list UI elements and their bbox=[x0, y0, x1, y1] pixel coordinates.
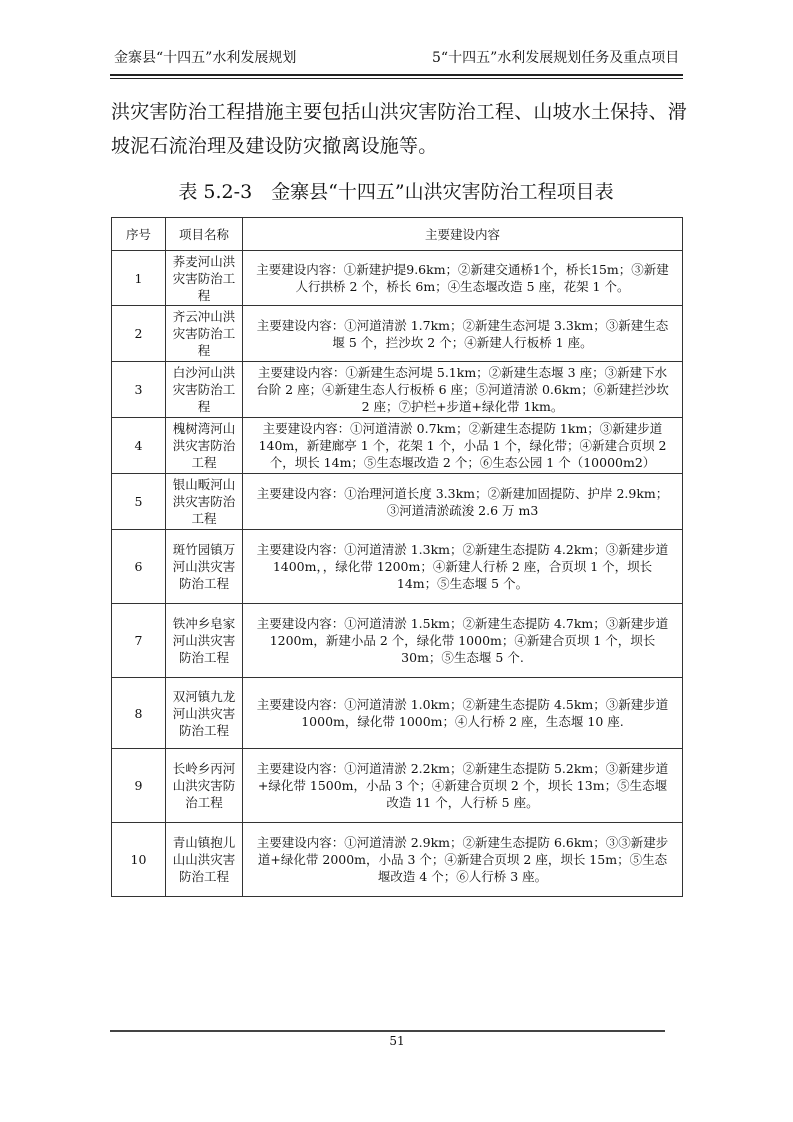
row-project-name: 齐云冲山洪灾害防治工程 bbox=[166, 306, 243, 362]
row-content: 主要建设内容：①河道清淤 1.5km；②新建生态提防 4.7km；③新建步道 1200m，新建小品 2 个，绿化带 1000m；④新建合页坝 1 个，坝长 30m；⑤生态堰 5 个. bbox=[243, 604, 683, 678]
header-divider bbox=[110, 74, 683, 76]
row-number: 1 bbox=[112, 251, 166, 306]
row-number: 7 bbox=[112, 604, 166, 678]
row-content: 主要建设内容：①新建生态河堤 5.1km；②新建生态堰 3 座；③新建下水台阶 2 座；④新建生态人行板桥 6 座；⑤河道清淤 0.6km；⑥新建拦沙坎 2 座；⑦护栏+步道+绿化带 1km。 bbox=[243, 362, 683, 418]
header-divider-thin bbox=[110, 78, 683, 79]
table-row bbox=[112, 823, 683, 897]
row-number: 3 bbox=[112, 362, 166, 418]
page-number: 51 bbox=[389, 1034, 405, 1048]
header-cell-number: 序号 bbox=[112, 218, 166, 251]
header-chapter-title: 5“十四五”水利发展规划任务及重点项目 bbox=[432, 50, 680, 66]
row-project-name: 青山镇抱儿山山洪灾害防治工程 bbox=[166, 823, 243, 897]
header-cell-name: 项目名称 bbox=[166, 218, 243, 251]
row-content: 主要建设内容：①河道清淤 2.9km；②新建生态提防 6.6km；③③新建步道+绿化带 2000m，小品 3 个；④新建合页坝 2 座，坝长 15m；⑤生态堰改造 4 个；⑥人行桥 3 座。 bbox=[243, 823, 683, 897]
body-paragraph: 洪灾害防治工程措施主要包括山洪灾害防治工程、山坡水土保持、滑坡泥石流治理及建设防灾撤离设施等。 bbox=[111, 101, 688, 157]
header-cell-content: 主要建设内容 bbox=[243, 218, 683, 251]
row-content: 主要建设内容：①治理河道长度 3.3km；②新建加固提防、护岸 2.9km；③河道清淤疏浚 2.6 万 m3 bbox=[243, 474, 683, 530]
row-content: 主要建设内容：①新建护提9.6km；②新建交通桥1个，桥长15m；③新建人行拱桥 2 个，桥长 6m；④生态堰改造 5 座，花架 1 个。 bbox=[243, 251, 683, 306]
row-number: 2 bbox=[112, 306, 166, 362]
table-row bbox=[112, 530, 683, 604]
table-row bbox=[112, 474, 683, 530]
table-row bbox=[112, 418, 683, 474]
table-row bbox=[112, 306, 683, 362]
footer-divider bbox=[110, 1030, 665, 1032]
row-content: 主要建设内容：①河道清淤 1.3km；②新建生态提防 4.2km；③新建步道 1400m，，绿化带 1200m；④新建人行桥 2 座，合页坝 1 个，坝长 14m；⑤生态堰 5 个。 bbox=[243, 530, 683, 604]
row-number: 10 bbox=[112, 823, 166, 897]
table-row bbox=[112, 749, 683, 823]
row-project-name: 槐树湾河山洪灾害防治工程 bbox=[166, 418, 243, 474]
table-row bbox=[112, 604, 683, 678]
row-content: 主要建设内容：①河道清淤 1.0km；②新建生态提防 4.5km；③新建步道 1000m，绿化带 1000m；④人行桥 2 座，生态堰 10 座. bbox=[243, 678, 683, 749]
project-table bbox=[111, 217, 683, 897]
row-content: 主要建设内容：①河道清淤 0.7km；②新建生态提防 1km；③新建步道 140m，新建廊亭 1 个，花架 1 个，小品 1 个，绿化带；④新建合页坝 2 个，坝长 14m；⑤生态堰改造 2 个；⑥生态公园 1 个（10000m2） bbox=[243, 418, 683, 474]
table-row bbox=[112, 678, 683, 749]
row-number: 9 bbox=[112, 749, 166, 823]
header-document-title: 金寨县“十四五”水利发展规划 bbox=[114, 50, 297, 66]
table-row bbox=[112, 362, 683, 418]
row-project-name: 铁冲乡皂家河山洪灾害防治工程 bbox=[166, 604, 243, 678]
row-project-name: 荞麦河山洪灾害防治工程 bbox=[166, 251, 243, 306]
row-project-name: 长岭乡丙河山洪灾害防治工程 bbox=[166, 749, 243, 823]
row-content: 主要建设内容：①河道清淤 1.7km；②新建生态河堤 3.3km；③新建生态堰 5 个，拦沙坎 2 个；④新建人行板桥 1 座。 bbox=[243, 306, 683, 362]
row-number: 5 bbox=[112, 474, 166, 530]
row-project-name: 双河镇九龙河山洪灾害防治工程 bbox=[166, 678, 243, 749]
table-row bbox=[112, 251, 683, 306]
row-number: 4 bbox=[112, 418, 166, 474]
row-project-name: 银山畈河山洪灾害防治工程 bbox=[166, 474, 243, 530]
row-number: 8 bbox=[112, 678, 166, 749]
row-number: 6 bbox=[112, 530, 166, 604]
table-header-row bbox=[112, 218, 683, 251]
row-content: 主要建设内容：①河道清淤 2.2km；②新建生态提防 5.2km；③新建步道+绿化带 1500m，小品 3 个；④新建合页坝 2 个，坝长 13m；⑤生态堰改造 11 个，人行桥 5 座。 bbox=[243, 749, 683, 823]
table-caption: 表 5.2-3 金寨县“十四五”山洪灾害防治工程项目表 bbox=[178, 181, 614, 203]
row-project-name: 白沙河山洪灾害防治工程 bbox=[166, 362, 243, 418]
row-project-name: 斑竹园镇万河山洪灾害防治工程 bbox=[166, 530, 243, 604]
